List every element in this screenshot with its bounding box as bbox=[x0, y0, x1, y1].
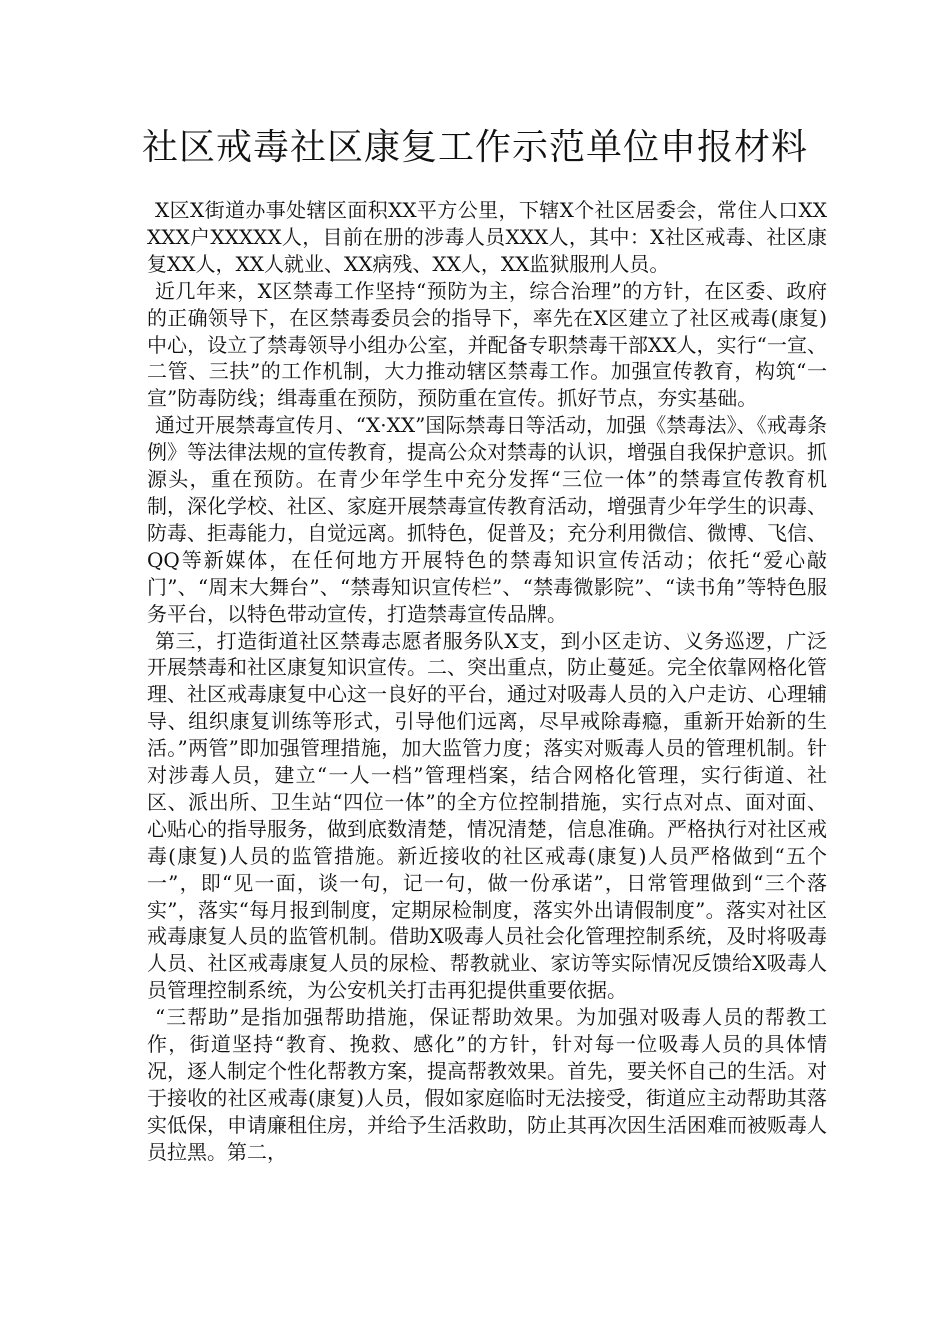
document-body bbox=[147, 197, 827, 1166]
paragraph-5: “三帮助”是指加强帮助措施，保证帮助效果。为加强对吸毒人员的帮教工作，街道坚持“教育、挽救、感化”的方针，针对每一位吸毒人员的具体情况，逐人制定个性化帮教方案，提高帮教效果。首先，要关怀自己的生活。对于接收的社区戒毒(康复)人员，假如家庭临时无法接受，街道应主动帮助其落实低保，申请廉租住房，并给予生活救助，防止其再次因生活困难而被贩毒人员拉黑。第二， bbox=[147, 1005, 827, 1164]
document-title: 社区戒毒社区康复工作示范单位申报材料 bbox=[141, 127, 808, 168]
paragraph-2: 近几年来，X区禁毒工作坚持“预防为主，综合治理”的方针，在区委、政府的正确领导下，在区禁毒委员会的指导下，率先在X区建立了社区戒毒(康复)中心，设立了禁毒领导小组办公室，并配备专职禁毒干部XX人，实行“一宣、二管、三扶”的工作机制，大力推动辖区禁毒工作。加强宣传教育，构筑“一宣”防毒防线；缉毒重在预防，预防重在宣传。抓好节点，夯实基础。 bbox=[147, 278, 827, 411]
paragraph-3: 通过开展禁毒宣传月、“X·XX”国际禁毒日等活动，加强《禁毒法》、《戒毒条例》等法律法规的宣传教育，提高公众对禁毒的认识，增强自我保护意识。抓源头，重在预防。在青少年学生中充分发挥“三位一体”的禁毒宣传教育机制，深化学校、社区、家庭开展禁毒宣传教育活动，增强青少年学生的识毒、防毒、拒毒能力，自觉远离。抓特色，促普及；充分利用微信、微博、飞信、QQ等新媒体，在任何地方开展特色的禁毒知识宣传活动；依托“爱心敲门”、“周末大舞台”、“禁毒知识宣传栏”、“禁毒微影院”、“读书角”等特色服务平台，以特色带动宣传，打造禁毒宣传品牌。 bbox=[147, 413, 827, 626]
paragraph-1: X区X街道办事处辖区面积XX平方公里，下辖X个社区居委会，常住人口XXXXX户XXXXX人，目前在册的涉毒人员XXX人，其中：X社区戒毒、社区康复XX人，XX人就业、XX病残、XX人，XX监狱服刑人员。 bbox=[147, 198, 827, 276]
paragraph-4: 第三，打造街道社区禁毒志愿者服务队X支，到小区走访、义务巡逻，广泛开展禁毒和社区康复知识宣传。二、突出重点，防止蔓延。完全依靠网格化管理、社区戒毒康复中心这一良好的平台，通过对吸毒人员的入户走访、心理辅导、组织康复训练等形式，引导他们远离，尽早戒除毒瘾，重新开始新的生活。”两管”即加强管理措施，加大监管力度；落实对贩毒人员的管理机制。针对涉毒人员，建立“一人一档”管理档案，结合网格化管理，实行街道、社区、派出所、卫生站“四位一体”的全方位控制措施，实行点对点、面对面、心贴心的指导服务，做到底数清楚，情况清楚，信息准确。严格执行对社区戒毒(康复)人员的监管措施。新近接收的社区戒毒(康复)人员严格做到“五个一”，即“见一面，谈一句，记一句，做一份承诺”，日常管理做到“三个落实”，落实“每月报到制度，定期尿检制度，落实外出请假制度”。落实对社区戒毒康复人员的监管机制。借助X吸毒人员社会化管理控制系统，及时将吸毒人员、社区戒毒康复人员的尿检、帮教就业、家访等实际情况反馈给X吸毒人员管理控制系统，为公安机关打击再犯提供重要依据。 bbox=[147, 628, 827, 1003]
